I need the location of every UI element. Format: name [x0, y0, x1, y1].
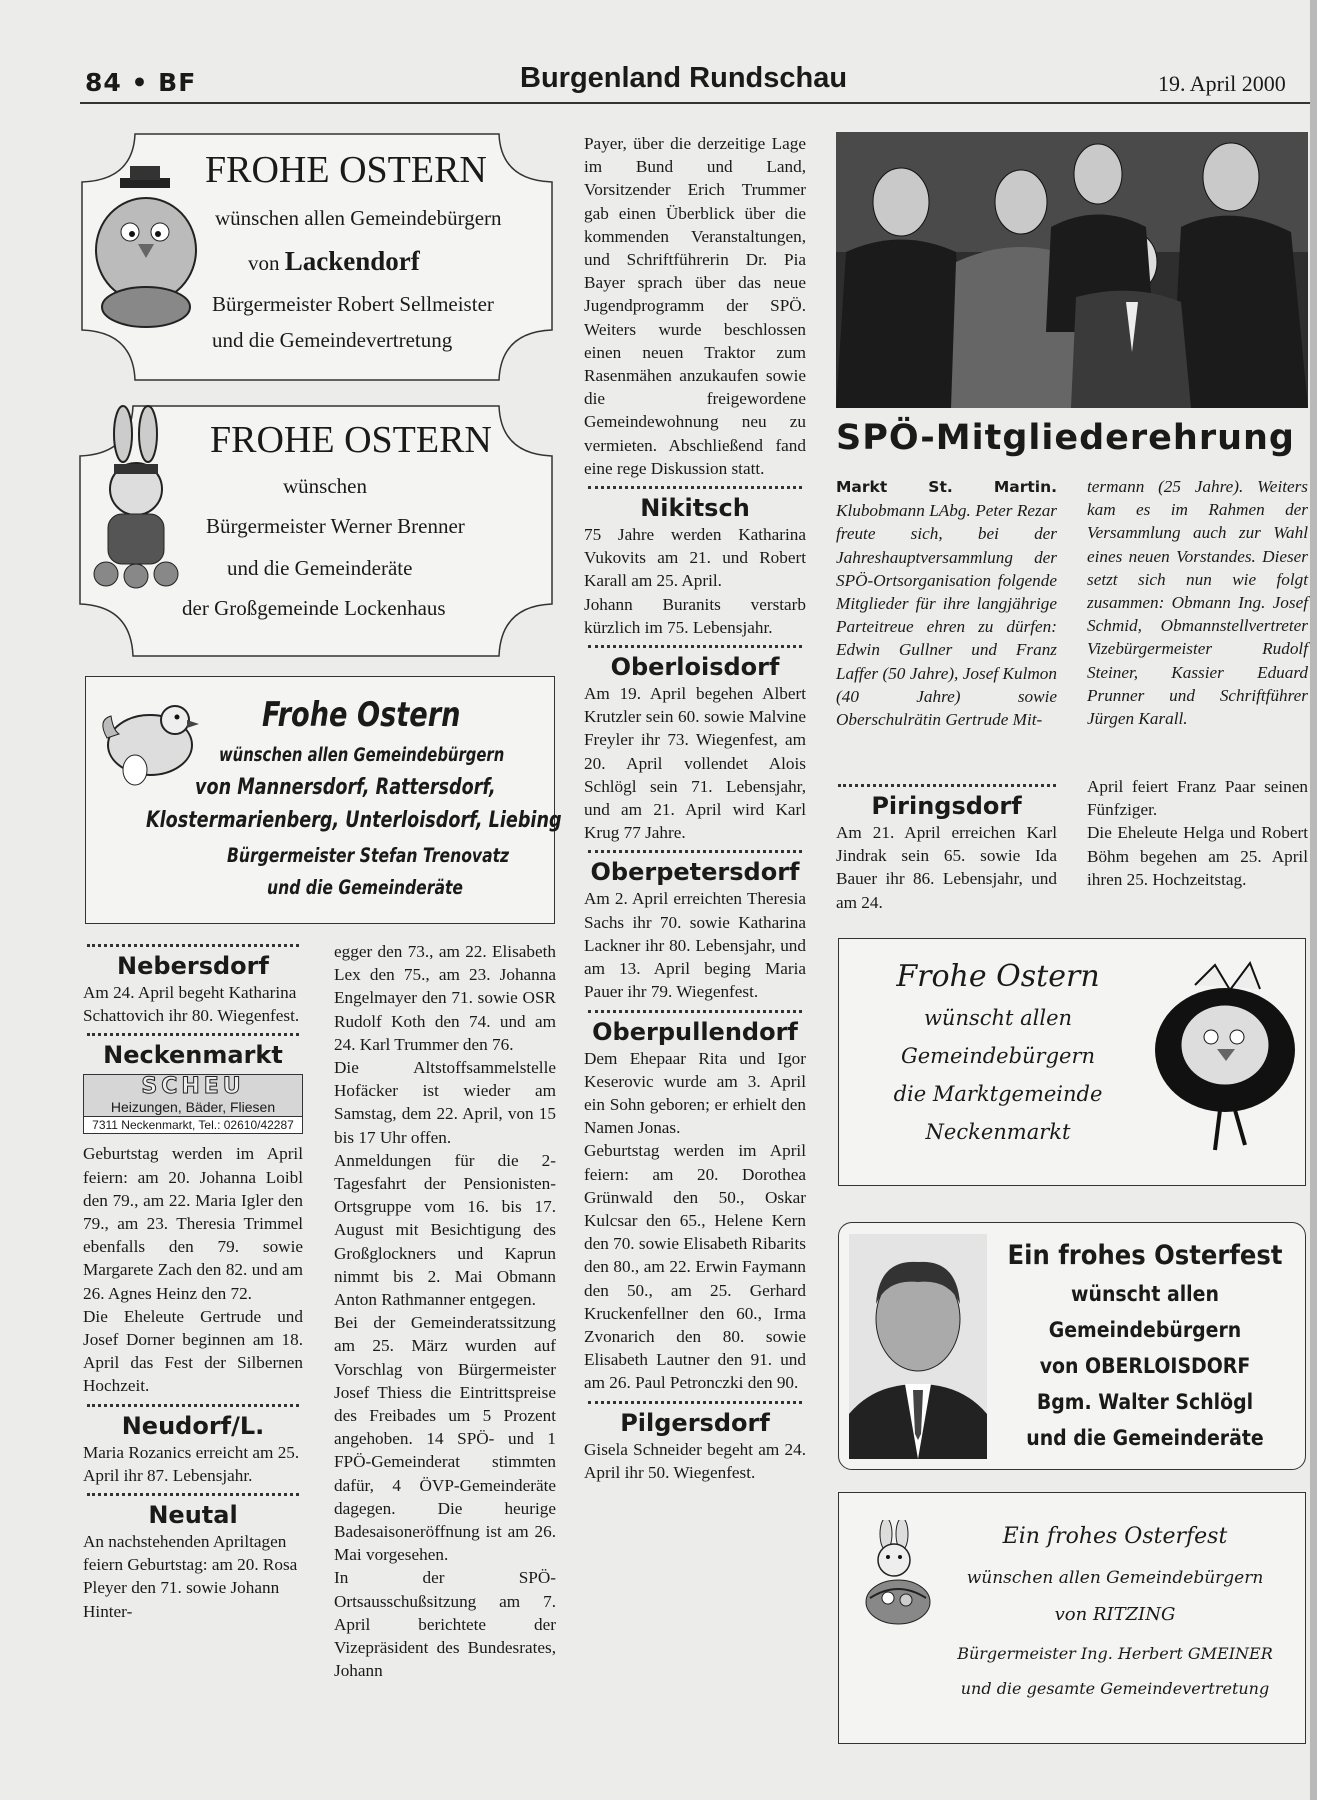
ad-lackendorf-von: von	[248, 251, 280, 275]
ad-oberloisdorf-line5: Bgm. Walter Schlögl	[1036, 1390, 1254, 1414]
section-divider	[588, 645, 802, 648]
text-oberloisdorf: Am 19. April begehen Albert Krutzler sein 60. sowie Malvine Freyler ihr 73. Wiegenfest, am 20. April vollendet Alois Schlögl sein 71. Lebensjahr, und am 21. April wird Karl Krug 77 Jahre.	[584, 684, 806, 843]
heading-nikitsch: Nikitsch	[640, 494, 750, 523]
text-piringsdorf-left: Am 21. April erreichen Karl Jindrak sein 65. sowie Ida Bauer ihr 86. Lebensjahr, und am 24.	[836, 823, 1057, 912]
ad-lockenhaus-line2: Bürgermeister Werner Brenner	[206, 514, 465, 538]
heading-oberpullendorf: Oberpullendorf	[592, 1017, 798, 1046]
ad-lackendorf-line2	[248, 246, 420, 277]
page-number-section: 84 • BF	[85, 68, 197, 97]
newspaper-title: Burgenland Rundschau	[520, 62, 848, 94]
text-nikitsch-1: 75 Jahre werden Katharina Vukovits am 21. und Robert Karall am 25. April.	[584, 525, 806, 591]
text-oberpullendorf-birthdays: Geburtstag werden im April feiern: am 20. Dorothea Grünwald den 50., Oskar Kulcsar den 65., Helene Kern den 70. sowie Elisabeth Ribarits den 80., am 22. Erwin Faymann den 50., am 25. Gerhard Kruckenfellner den 60., Irma Zvonarich den 80. sowie Elisabeth Lautner den 91. und am 26. Paul Petronczki den 90.	[584, 1141, 806, 1393]
ad-oberloisdorf-line3: Gemeindebürgern	[1048, 1318, 1242, 1342]
ad-ritzing-text	[930, 1516, 1300, 1702]
piringsdorf-right	[1087, 775, 1308, 891]
ad-oberloisdorf-line2: wünscht allen	[1071, 1282, 1219, 1306]
header-rule	[80, 102, 1310, 104]
ad-ritzing-line2: wünschen allen Gemeindebürgern	[966, 1568, 1264, 1588]
ad-lackendorf-title: FROHE OSTERN	[205, 149, 487, 191]
section-divider	[588, 486, 802, 489]
ad-oberloisdorf-text	[990, 1236, 1300, 1456]
ad-lockenhaus-line1: wünschen	[283, 474, 367, 498]
text-piringsdorf-right2: Die Eheleute Helga und Robert Böhm begehen am 25. April ihren 25. Hochzeitstag.	[1087, 823, 1308, 889]
text-neutal-cont: egger den 73., am 22. Elisabeth Lex den 75., am 23. Johanna Engelmayer den 71. sowie OSR Rudolf Koth den 74. und am 24. Karl Trummer den 76.	[334, 942, 556, 1054]
ad-mannersdorf-line2: von Mannersdorf, Rattersdorf,	[195, 775, 496, 800]
ad-neckenmarkt-line1: Frohe Ostern	[896, 959, 1100, 994]
easter-hen-icon	[95, 690, 205, 790]
ad-scheu	[83, 1074, 303, 1134]
page-edge	[1310, 0, 1317, 1800]
issue-date: 19. April 2000	[1158, 71, 1286, 96]
text-payer: Payer, über die derzeitige Lage im Bund und Land, Vorsitzender Erich Trummer gab einen Überblick über die kommenden Veranstaltungen, und Schriftführerin Dr. Pia Bayer sprach über das neue Jugendprogramm der SPÖ. Weiters wurde beschlossen einen neuen Traktor zum Rasenmähen anzukaufen sowie die freigewordene Gemeindewohnung neu zu vermieten. Abschließend fand eine rege Diskussion statt.	[584, 134, 806, 478]
ad-neckenmarkt-text	[858, 955, 1138, 1151]
section-divider	[87, 1493, 299, 1496]
heading-nebersdorf: Nebersdorf	[117, 952, 269, 980]
text-altstoff: Die Altstoffsammelstelle Hofäcker ist wieder am Samstag, dem 22. April, von 15 bis 17 Uhr offen.	[334, 1058, 556, 1147]
spoe-group-photo	[836, 132, 1308, 408]
ad-lockenhaus-line3: und die Gemeinderäte	[227, 556, 413, 580]
section-divider	[87, 944, 299, 947]
piringsdorf-section	[836, 791, 1057, 914]
column-1	[83, 944, 303, 1623]
easter-bunny-basket-icon	[848, 1520, 938, 1630]
section-divider	[87, 1033, 299, 1036]
column-2	[334, 940, 556, 1683]
spoe-article-right: termann (25 Jahre). Weiters kam es im Rahmen der Versammlung auch zur Wahl eines neuen Vorstandes. Dieser setzt sich nun wie folgt zusammen: Obmann Ing. Josef Schmid, Obmannstellvertreter Vizebürgermeister Rudolf Steiner, Kassier Eduard Prunner und Schriftführer Jürgen Karall.	[1087, 477, 1308, 729]
text-busfahrt: Anmeldungen für die 2-Tagesfahrt der Pensionisten-Ortsgruppe vom 16. bis 17. August mit Besichtigung des Großglockners und Kaprun nimmt bis 2. Mai Obmann Anton Rathmanner entgegen.	[334, 1150, 556, 1310]
ad-mannersdorf-line1: wünschen allen Gemeindebürgern	[219, 745, 505, 766]
ad-mannersdorf-line4: Bürgermeister Stefan Trenovatz	[227, 844, 510, 867]
ad-oberloisdorf-line4: von OBERLOISDORF	[1039, 1354, 1251, 1378]
ad-ritzing-line1: Ein frohes Osterfest	[1002, 1524, 1228, 1549]
ad-mannersdorf-line5: und die Gemeinderäte	[267, 876, 464, 899]
spoe-article-left	[836, 475, 1057, 731]
text-spoe-sitzung: In der SPÖ-Ortsausschußsitzung am 7. April berichtete der Vizepräsident des Bundesrates, Johann	[334, 1568, 556, 1681]
section-divider	[588, 1010, 802, 1013]
heading-pilgersdorf: Pilgersdorf	[620, 1408, 770, 1437]
ad-lackendorf-line4: und die Gemeindevertretung	[212, 328, 453, 352]
heading-oberpetersdorf: Oberpetersdorf	[590, 858, 800, 887]
ad-mannersdorf-title: Frohe Ostern	[262, 695, 461, 735]
text-oberpetersdorf: Am 2. April erreichten Theresia Sachs ihr 70. sowie Katharina Lackner ihr 80. Lebensjahr, und am 13. April beging Maria Pauer ihr 79. Wiegenfest.	[584, 889, 806, 1002]
ad-lackendorf-place: Lackendorf	[284, 246, 420, 276]
column-3	[584, 132, 806, 1484]
spoe-headline: SPÖ-Mitgliederehrung	[836, 418, 1295, 458]
heading-neckenmarkt: Neckenmarkt	[103, 1041, 283, 1070]
scheu-address: 7311 Neckenmarkt, Tel.: 02610/42287	[84, 1116, 302, 1133]
ad-neckenmarkt-line5: Neckenmarkt	[925, 1120, 1071, 1144]
scheu-services: Heizungen, Bäder, Fliesen	[110, 1099, 276, 1116]
section-divider	[87, 1404, 299, 1407]
text-neckenmarkt-wedding: Die Eheleute Gertrude und Josef Dorner beginnen am 18. April das Fest der Silbernen Hochzeit.	[83, 1306, 303, 1396]
text-neckenmarkt-birthdays: Geburtstag werden im April feiern: am 20. Johanna Loibl den 79., am 22. Maria Igler den 79., am 23. Theresia Trimmel ebenfalls den 79. sowie Margarete Zach den 82. und am 26. Agnes Heinz den 72.	[83, 1144, 303, 1303]
spoe-lead: Markt St. Martin.	[836, 478, 1057, 496]
ad-neckenmarkt-line2: wünscht allen	[923, 1006, 1073, 1030]
heading-neutal: Neutal	[148, 1501, 238, 1530]
ad-lockenhaus-line4: der Großgemeinde Lockenhaus	[182, 596, 446, 620]
mayor-portrait-photo	[849, 1234, 987, 1459]
ad-ritzing-line3: von RITZING	[1054, 1604, 1176, 1625]
ad-ritzing-line4: Bürgermeister Ing. Herbert GMEINER	[957, 1644, 1273, 1663]
section-divider	[588, 1401, 802, 1404]
text-pilgersdorf: Gisela Schneider begeht am 24. April ihr 50. Wiegenfest.	[584, 1439, 806, 1482]
hatching-chick-icon	[1145, 945, 1300, 1160]
text-neudorf: Maria Rozanics erreicht am 25. April ihr 87. Lebensjahr.	[83, 1442, 300, 1485]
ad-lackendorf-line1: wünschen allen Gemeindebürgern	[215, 206, 502, 230]
heading-oberloisdorf: Oberloisdorf	[610, 653, 780, 682]
text-neutal: An nachstehenden Apriltagen feiern Geburtstag: am 20. Rosa Pleyer den 71. sowie Johann Hinter-	[83, 1532, 298, 1621]
ad-lackendorf-line3: Bürgermeister Robert Sellmeister	[212, 292, 494, 316]
heading-piringsdorf: Piringsdorf	[871, 792, 1022, 820]
text-nikitsch-2: Johann Buranits verstarb kürzlich im 75. Lebensjahr.	[584, 594, 806, 637]
spoe-text-left: Klubobmann LAbg. Peter Rezar freute sich, bei der Jahreshauptversammlung der SPÖ-Ortsorganisation folgende Mitglieder für ihre langjährige Parteitreue ehren zu dürfen: Edwin Gullner und Franz Laffer (50 Jahre), Josef Kulmon (40 Jahre) sowie Oberschulrätin Gertrude Mit-	[836, 501, 1057, 730]
text-piringsdorf-right1: April feiert Franz Paar seinen Fünfziger.	[1087, 777, 1308, 820]
ad-oberloisdorf-line6: und die Gemeinderäte	[1026, 1426, 1264, 1450]
ad-oberloisdorf-line1: Ein frohes Osterfest	[1007, 1240, 1283, 1271]
ad-lockenhaus-title: FROHE OSTERN	[210, 419, 492, 461]
ad-neckenmarkt-line4: die Marktgemeinde	[893, 1082, 1103, 1106]
text-nebersdorf: Am 24. April begeht Katharina Schattovich ihr 80. Wiegenfest.	[83, 983, 300, 1026]
section-divider	[588, 850, 802, 853]
text-oberpullendorf-birth: Dem Ehepaar Rita und Igor Keserovic wurde am 3. April ein Sohn geboren; er erhielt den Namen Jonas.	[584, 1048, 806, 1138]
ad-mannersdorf-line3: Klostermarienberg, Unterloisdorf, Liebing	[146, 808, 562, 833]
heading-neudorf: Neudorf/L.	[121, 1411, 265, 1440]
text-gemeinderat: Bei der Gemeinderatssitzung am 25. März wurden auf Vorschlag von Bürgermeister Josef Thiess die Eintrittspreise des Freibades um 5 Prozent angehoben. 14 SPÖ- und 1 FPÖ-Gemeinderat stimmten dafür, 4 ÖVP-Gemeinderäte dagegen. Die heurige Badesaisoneröffnung ist am 26. Mai vorgesehen.	[334, 1313, 556, 1565]
ad-neckenmarkt-line3: Gemeindebürgern	[900, 1044, 1096, 1068]
scheu-logo: SCHEU	[141, 1074, 245, 1100]
ad-ritzing-line5: und die gesamte Gemeindevertretung	[960, 1679, 1270, 1698]
piringsdorf-divider	[838, 784, 1056, 787]
